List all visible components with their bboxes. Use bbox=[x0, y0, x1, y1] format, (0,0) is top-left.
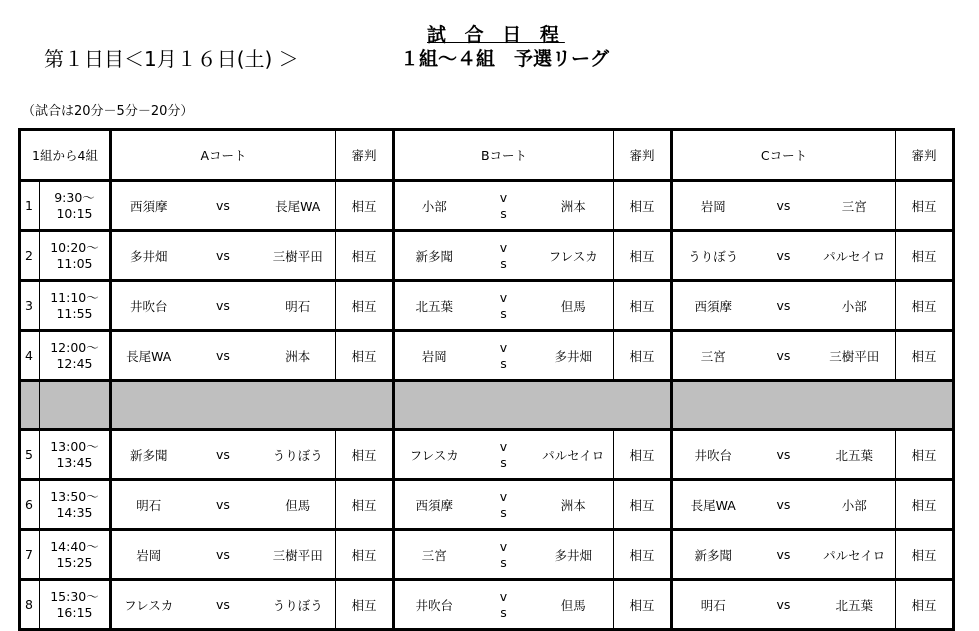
court-c-team-2: 北五葉 bbox=[814, 430, 896, 480]
court-a-vs: vs bbox=[186, 231, 261, 281]
court-c-referee: 相互 bbox=[896, 480, 954, 530]
court-a-vs: vs bbox=[186, 181, 261, 231]
end-time: 15:25 bbox=[56, 554, 93, 570]
match-duration-note: （試合は20分－5分－20分） bbox=[22, 104, 194, 119]
court-a-referee: 相互 bbox=[336, 331, 394, 381]
court-c-referee: 相互 bbox=[896, 331, 954, 381]
match-number: 7 bbox=[20, 530, 40, 580]
court-b-team-2: 但馬 bbox=[534, 580, 614, 630]
court-c-team-1: 明石 bbox=[672, 580, 754, 630]
end-time: 13:45 bbox=[56, 454, 93, 470]
court-b-vs bbox=[474, 231, 534, 281]
referee-header-a: 審判 bbox=[336, 130, 394, 181]
court-c-team-1: 長尾WA bbox=[672, 480, 754, 530]
end-time: 14:35 bbox=[56, 504, 93, 520]
court-a-team-2: 長尾WA bbox=[261, 181, 336, 231]
court-c-vs: vs bbox=[754, 281, 814, 331]
court-a-vs: vs bbox=[186, 430, 261, 480]
lunch-break-row bbox=[20, 381, 954, 430]
court-a-vs: vs bbox=[186, 580, 261, 630]
court-c-vs: vs bbox=[754, 580, 814, 630]
court-b-referee: 相互 bbox=[614, 281, 672, 331]
court-c-team-1: 新多聞 bbox=[672, 530, 754, 580]
court-a-team-1: フレスカ bbox=[111, 580, 186, 630]
court-c-team-1: 三宮 bbox=[672, 331, 754, 381]
court-b-referee: 相互 bbox=[614, 530, 672, 580]
court-a-referee: 相互 bbox=[336, 281, 394, 331]
court-b-team-1: 小部 bbox=[394, 181, 474, 231]
vs-s-text: s bbox=[500, 355, 507, 371]
court-a-team-2: 三樹平田 bbox=[261, 530, 336, 580]
court-b-team-1: 三宮 bbox=[394, 530, 474, 580]
court-b-team-2: 但馬 bbox=[534, 281, 614, 331]
court-c-referee: 相互 bbox=[896, 231, 954, 281]
court-a-vs: vs bbox=[186, 530, 261, 580]
court-a-team-1: 多井畑 bbox=[111, 231, 186, 281]
court-b-team-2: 洲本 bbox=[534, 181, 614, 231]
start-time: 10:20～ bbox=[50, 239, 99, 255]
court-c-team-2: 小部 bbox=[814, 480, 896, 530]
court-a-vs: vs bbox=[186, 480, 261, 530]
start-time: 13:50～ bbox=[50, 488, 99, 504]
match-number: 1 bbox=[20, 181, 40, 231]
court-c-team-2: 小部 bbox=[814, 281, 896, 331]
match-number: 8 bbox=[20, 580, 40, 630]
vs-s-text: s bbox=[500, 205, 507, 221]
court-c-team-1: うりぼう bbox=[672, 231, 754, 281]
match-number: 3 bbox=[20, 281, 40, 331]
court-a-referee: 相互 bbox=[336, 580, 394, 630]
start-time: 15:30～ bbox=[50, 588, 99, 604]
vs-v-text: v bbox=[499, 588, 508, 604]
court-a-header: Aコート bbox=[111, 130, 336, 181]
court-c-team-2: パルセイロ bbox=[814, 530, 896, 580]
table-row bbox=[20, 181, 954, 231]
match-number: 2 bbox=[20, 231, 40, 281]
referee-header-c: 審判 bbox=[896, 130, 954, 181]
court-a-team-1: 西須摩 bbox=[111, 181, 186, 231]
end-time: 11:55 bbox=[56, 305, 93, 321]
end-time: 10:15 bbox=[56, 205, 93, 221]
table-row bbox=[20, 480, 954, 530]
vs-v-text: v bbox=[499, 538, 508, 554]
end-time: 16:15 bbox=[56, 604, 93, 620]
table-row bbox=[20, 580, 954, 630]
table-row bbox=[20, 530, 954, 580]
match-number: 6 bbox=[20, 480, 40, 530]
court-a-referee: 相互 bbox=[336, 430, 394, 480]
court-c-vs: vs bbox=[754, 181, 814, 231]
page-title: 試 合 日 程 bbox=[427, 24, 565, 46]
court-a-referee: 相互 bbox=[336, 530, 394, 580]
court-b-team-1: 岩岡 bbox=[394, 331, 474, 381]
match-time bbox=[40, 331, 111, 381]
break-cell bbox=[20, 381, 40, 430]
court-b-team-1: 井吹台 bbox=[394, 580, 474, 630]
schedule-table bbox=[18, 128, 955, 631]
court-c-team-2: 北五葉 bbox=[814, 580, 896, 630]
court-b-referee: 相互 bbox=[614, 480, 672, 530]
vs-s-text: s bbox=[500, 554, 507, 570]
court-c-vs: vs bbox=[754, 530, 814, 580]
court-c-referee: 相互 bbox=[896, 281, 954, 331]
referee-header-b: 審判 bbox=[614, 130, 672, 181]
court-b-vs bbox=[474, 430, 534, 480]
court-b-vs bbox=[474, 580, 534, 630]
court-c-team-2: パルセイロ bbox=[814, 231, 896, 281]
day-label: 第１日目＜1月１６日(土) ＞ bbox=[44, 47, 299, 71]
court-b-vs bbox=[474, 530, 534, 580]
court-a-team-2: うりぼう bbox=[261, 580, 336, 630]
court-a-team-2: 但馬 bbox=[261, 480, 336, 530]
court-a-team-2: 明石 bbox=[261, 281, 336, 331]
page-subtitle: １組～４組 予選リーグ bbox=[400, 48, 610, 70]
match-time bbox=[40, 231, 111, 281]
court-b-team-1: 西須摩 bbox=[394, 480, 474, 530]
vs-s-text: s bbox=[500, 454, 507, 470]
court-c-vs: vs bbox=[754, 231, 814, 281]
court-b-referee: 相互 bbox=[614, 331, 672, 381]
court-b-header: Bコート bbox=[394, 130, 614, 181]
table-row bbox=[20, 231, 954, 281]
break-cell bbox=[672, 381, 954, 430]
start-time: 14:40～ bbox=[50, 538, 99, 554]
court-c-referee: 相互 bbox=[896, 580, 954, 630]
start-time: 9:30～ bbox=[54, 189, 95, 205]
vs-v-text: v bbox=[499, 438, 508, 454]
court-c-team-1: 井吹台 bbox=[672, 430, 754, 480]
court-b-team-2: フレスカ bbox=[534, 231, 614, 281]
match-time bbox=[40, 430, 111, 480]
court-c-referee: 相互 bbox=[896, 530, 954, 580]
court-b-team-1: フレスカ bbox=[394, 430, 474, 480]
vs-v-text: v bbox=[499, 289, 508, 305]
end-time: 12:45 bbox=[56, 355, 93, 371]
court-c-team-1: 西須摩 bbox=[672, 281, 754, 331]
court-a-referee: 相互 bbox=[336, 480, 394, 530]
end-time: 11:05 bbox=[56, 255, 93, 271]
court-b-referee: 相互 bbox=[614, 231, 672, 281]
court-a-vs: vs bbox=[186, 281, 261, 331]
vs-v-text: v bbox=[499, 488, 508, 504]
court-a-team-1: 新多聞 bbox=[111, 430, 186, 480]
court-b-team-1: 北五葉 bbox=[394, 281, 474, 331]
match-time bbox=[40, 281, 111, 331]
court-b-referee: 相互 bbox=[614, 430, 672, 480]
court-a-team-2: 洲本 bbox=[261, 331, 336, 381]
court-a-referee: 相互 bbox=[336, 231, 394, 281]
table-row bbox=[20, 281, 954, 331]
vs-s-text: s bbox=[500, 604, 507, 620]
court-c-header: Cコート bbox=[672, 130, 896, 181]
break-cell bbox=[111, 381, 394, 430]
court-b-team-2: 多井畑 bbox=[534, 331, 614, 381]
break-cell bbox=[40, 381, 111, 430]
court-a-team-1: 明石 bbox=[111, 480, 186, 530]
court-a-team-1: 岩岡 bbox=[111, 530, 186, 580]
court-c-referee: 相互 bbox=[896, 430, 954, 480]
court-a-team-2: 三樹平田 bbox=[261, 231, 336, 281]
match-time bbox=[40, 580, 111, 630]
court-b-team-2: 洲本 bbox=[534, 480, 614, 530]
header-row bbox=[20, 130, 954, 181]
match-time bbox=[40, 480, 111, 530]
court-b-team-2: 多井畑 bbox=[534, 530, 614, 580]
court-a-team-2: うりぼう bbox=[261, 430, 336, 480]
court-a-referee: 相互 bbox=[336, 181, 394, 231]
table-row bbox=[20, 430, 954, 480]
break-cell bbox=[394, 381, 672, 430]
vs-v-text: v bbox=[499, 339, 508, 355]
court-b-vs bbox=[474, 480, 534, 530]
match-time bbox=[40, 181, 111, 231]
table-row bbox=[20, 331, 954, 381]
vs-s-text: s bbox=[500, 504, 507, 520]
court-b-team-2: パルセイロ bbox=[534, 430, 614, 480]
vs-v-text: v bbox=[499, 189, 508, 205]
group-header: 1組から4組 bbox=[20, 130, 111, 181]
court-b-vs bbox=[474, 281, 534, 331]
court-b-referee: 相互 bbox=[614, 181, 672, 231]
court-c-vs: vs bbox=[754, 430, 814, 480]
match-number: 5 bbox=[20, 430, 40, 480]
match-time bbox=[40, 530, 111, 580]
court-c-referee: 相互 bbox=[896, 181, 954, 231]
court-b-vs bbox=[474, 331, 534, 381]
court-c-vs: vs bbox=[754, 480, 814, 530]
court-c-team-2: 三樹平田 bbox=[814, 331, 896, 381]
court-c-team-2: 三宮 bbox=[814, 181, 896, 231]
vs-s-text: s bbox=[500, 305, 507, 321]
court-c-team-1: 岩岡 bbox=[672, 181, 754, 231]
court-a-team-1: 井吹台 bbox=[111, 281, 186, 331]
court-b-team-1: 新多聞 bbox=[394, 231, 474, 281]
start-time: 12:00～ bbox=[50, 339, 99, 355]
court-a-vs: vs bbox=[186, 331, 261, 381]
vs-s-text: s bbox=[500, 255, 507, 271]
court-c-vs: vs bbox=[754, 331, 814, 381]
start-time: 11:10～ bbox=[50, 289, 99, 305]
start-time: 13:00～ bbox=[50, 438, 99, 454]
court-b-vs bbox=[474, 181, 534, 231]
court-b-referee: 相互 bbox=[614, 580, 672, 630]
vs-v-text: v bbox=[499, 239, 508, 255]
match-number: 4 bbox=[20, 331, 40, 381]
court-a-team-1: 長尾WA bbox=[111, 331, 186, 381]
